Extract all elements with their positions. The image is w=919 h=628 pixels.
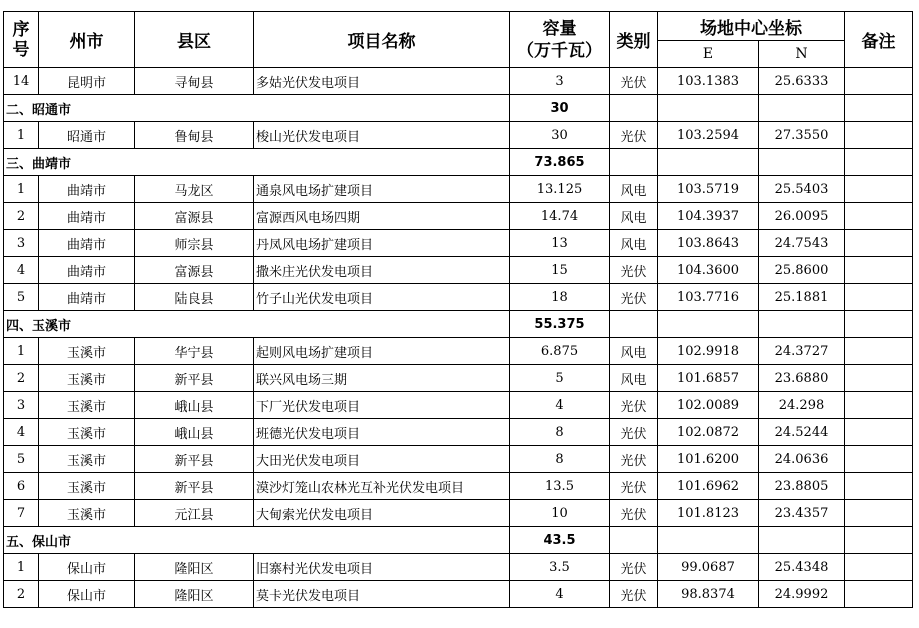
table-row (4, 284, 913, 311)
row-note (845, 203, 913, 230)
row-longitude: 103.5719 (658, 176, 759, 203)
section-e-cell (658, 149, 759, 176)
row-seq: 3 (4, 392, 39, 419)
table-row (4, 419, 913, 446)
table-row (4, 338, 913, 365)
row-seq: 1 (4, 554, 39, 581)
table-row (4, 176, 913, 203)
table-row (4, 500, 913, 527)
row-note (845, 419, 913, 446)
row-capacity: 8 (510, 446, 610, 473)
row-prefecture: 昆明市 (39, 68, 135, 95)
row-latitude: 25.1881 (759, 284, 845, 311)
row-county: 新平县 (135, 446, 254, 473)
row-capacity: 14.74 (510, 203, 610, 230)
row-capacity: 4 (510, 581, 610, 608)
row-note (845, 257, 913, 284)
row-type: 风电 (610, 365, 658, 392)
row-project-name: 大田光伏发电项目 (254, 446, 510, 473)
row-note (845, 473, 913, 500)
row-note (845, 446, 913, 473)
row-type: 光伏 (610, 392, 658, 419)
table-row (4, 392, 913, 419)
row-capacity: 5 (510, 365, 610, 392)
row-note (845, 581, 913, 608)
row-county: 隆阳区 (135, 554, 254, 581)
row-prefecture: 保山市 (39, 554, 135, 581)
row-type: 光伏 (610, 257, 658, 284)
row-project-name: 旧寨村光伏发电项目 (254, 554, 510, 581)
row-capacity: 4 (510, 392, 610, 419)
row-prefecture: 曲靖市 (39, 257, 135, 284)
row-type: 光伏 (610, 284, 658, 311)
row-county: 马龙区 (135, 176, 254, 203)
header-seq-label: 序号 (12, 19, 30, 60)
section-type-cell (610, 95, 658, 122)
row-seq: 2 (4, 581, 39, 608)
section-note-cell (845, 311, 913, 338)
section-note-cell (845, 95, 913, 122)
table-row (4, 257, 913, 284)
section-n-cell (759, 527, 845, 554)
row-prefecture: 曲靖市 (39, 203, 135, 230)
row-type: 风电 (610, 176, 658, 203)
row-seq: 2 (4, 365, 39, 392)
section-type-cell (610, 311, 658, 338)
row-type: 光伏 (610, 500, 658, 527)
row-capacity: 3 (510, 68, 610, 95)
row-longitude: 103.7716 (658, 284, 759, 311)
row-latitude: 25.4348 (759, 554, 845, 581)
row-longitude: 98.8374 (658, 581, 759, 608)
row-type: 光伏 (610, 68, 658, 95)
row-seq: 14 (4, 68, 39, 95)
row-project-name: 起则风电场扩建项目 (254, 338, 510, 365)
section-e-cell (658, 527, 759, 554)
row-county: 峨山县 (135, 392, 254, 419)
row-project-name: 通泉风电场扩建项目 (254, 176, 510, 203)
row-latitude: 23.6880 (759, 365, 845, 392)
row-prefecture: 曲靖市 (39, 284, 135, 311)
row-capacity: 30 (510, 122, 610, 149)
row-note (845, 365, 913, 392)
section-n-cell (759, 311, 845, 338)
section-type-cell (610, 527, 658, 554)
table-row (4, 581, 913, 608)
row-project-name: 大甸索光伏发电项目 (254, 500, 510, 527)
table-row (4, 122, 913, 149)
row-project-name: 丹凤风电场扩建项目 (254, 230, 510, 257)
row-county: 元江县 (135, 500, 254, 527)
header-e: E (658, 41, 759, 68)
row-capacity: 6.875 (510, 338, 610, 365)
row-note (845, 338, 913, 365)
row-type: 光伏 (610, 473, 658, 500)
row-note (845, 500, 913, 527)
section-n-cell (759, 149, 845, 176)
row-latitude: 25.5403 (759, 176, 845, 203)
row-seq: 4 (4, 257, 39, 284)
row-latitude: 24.9992 (759, 581, 845, 608)
row-note (845, 68, 913, 95)
row-seq: 6 (4, 473, 39, 500)
row-county: 富源县 (135, 257, 254, 284)
row-capacity: 13.125 (510, 176, 610, 203)
section-note-cell (845, 527, 913, 554)
header-prefecture: 州市 (39, 12, 135, 68)
row-note (845, 392, 913, 419)
row-note (845, 122, 913, 149)
row-county: 陆良县 (135, 284, 254, 311)
row-prefecture: 昭通市 (39, 122, 135, 149)
section-note-cell (845, 149, 913, 176)
row-seq: 7 (4, 500, 39, 527)
row-type: 风电 (610, 230, 658, 257)
table-row (4, 554, 913, 581)
section-n-cell (759, 95, 845, 122)
row-type: 光伏 (610, 122, 658, 149)
row-project-name: 联兴风电场三期 (254, 365, 510, 392)
section-capacity: 73.865 (510, 149, 610, 176)
row-longitude: 102.9918 (658, 338, 759, 365)
row-capacity: 10 (510, 500, 610, 527)
section-row (4, 311, 913, 338)
row-longitude: 101.8123 (658, 500, 759, 527)
table-row (4, 446, 913, 473)
project-table (3, 11, 913, 608)
section-type-cell (610, 149, 658, 176)
row-project-name: 撒米庄光伏发电项目 (254, 257, 510, 284)
row-note (845, 554, 913, 581)
section-capacity: 30 (510, 95, 610, 122)
table-row (4, 365, 913, 392)
row-county: 新平县 (135, 473, 254, 500)
row-capacity: 13.5 (510, 473, 610, 500)
row-longitude: 102.0089 (658, 392, 759, 419)
row-type: 风电 (610, 203, 658, 230)
row-type: 光伏 (610, 581, 658, 608)
row-project-name: 梭山光伏发电项目 (254, 122, 510, 149)
section-title: 五、保山市 (4, 527, 510, 554)
section-title: 三、曲靖市 (4, 149, 510, 176)
row-prefecture: 保山市 (39, 581, 135, 608)
row-county: 峨山县 (135, 419, 254, 446)
row-latitude: 24.0636 (759, 446, 845, 473)
row-longitude: 104.3600 (658, 257, 759, 284)
row-longitude: 103.8643 (658, 230, 759, 257)
section-row (4, 527, 913, 554)
header-capacity: 容量 （万千瓦） (510, 12, 610, 68)
section-title: 二、昭通市 (4, 95, 510, 122)
row-capacity: 18 (510, 284, 610, 311)
header-n: N (759, 41, 845, 68)
section-title: 四、玉溪市 (4, 311, 510, 338)
header-type: 类别 (610, 12, 658, 68)
row-project-name: 漠沙灯笼山农林光互补光伏发电项目 (254, 473, 510, 500)
row-capacity: 8 (510, 419, 610, 446)
row-type: 风电 (610, 338, 658, 365)
row-note (845, 230, 913, 257)
row-seq: 1 (4, 338, 39, 365)
row-prefecture: 玉溪市 (39, 338, 135, 365)
row-type: 光伏 (610, 419, 658, 446)
row-longitude: 102.0872 (658, 419, 759, 446)
table-body (4, 68, 913, 608)
row-county: 寻甸县 (135, 68, 254, 95)
row-prefecture: 玉溪市 (39, 500, 135, 527)
row-seq: 5 (4, 446, 39, 473)
row-seq: 1 (4, 176, 39, 203)
row-type: 光伏 (610, 446, 658, 473)
row-latitude: 25.8600 (759, 257, 845, 284)
row-longitude: 104.3937 (658, 203, 759, 230)
row-capacity: 3.5 (510, 554, 610, 581)
header-county: 县区 (135, 12, 254, 68)
header-seq (4, 12, 39, 68)
section-capacity: 43.5 (510, 527, 610, 554)
row-prefecture: 玉溪市 (39, 446, 135, 473)
header-coordinates: 场地中心坐标 (658, 12, 845, 41)
row-county: 华宁县 (135, 338, 254, 365)
section-row (4, 95, 913, 122)
row-capacity: 13 (510, 230, 610, 257)
row-latitude: 27.3550 (759, 122, 845, 149)
row-longitude: 99.0687 (658, 554, 759, 581)
row-project-name: 多姑光伏发电项目 (254, 68, 510, 95)
row-seq: 4 (4, 419, 39, 446)
row-latitude: 24.298 (759, 392, 845, 419)
row-latitude: 24.7543 (759, 230, 845, 257)
row-note (845, 284, 913, 311)
row-prefecture: 玉溪市 (39, 392, 135, 419)
row-note (845, 176, 913, 203)
row-latitude: 26.0095 (759, 203, 845, 230)
row-capacity: 15 (510, 257, 610, 284)
row-seq: 5 (4, 284, 39, 311)
row-longitude: 101.6857 (658, 365, 759, 392)
row-county: 鲁甸县 (135, 122, 254, 149)
row-prefecture: 曲靖市 (39, 176, 135, 203)
row-project-name: 竹子山光伏发电项目 (254, 284, 510, 311)
row-project-name: 班德光伏发电项目 (254, 419, 510, 446)
row-latitude: 24.5244 (759, 419, 845, 446)
row-prefecture: 玉溪市 (39, 473, 135, 500)
table-row (4, 473, 913, 500)
row-prefecture: 玉溪市 (39, 365, 135, 392)
row-latitude: 25.6333 (759, 68, 845, 95)
section-row (4, 149, 913, 176)
row-longitude: 101.6962 (658, 473, 759, 500)
row-type: 光伏 (610, 554, 658, 581)
row-latitude: 23.4357 (759, 500, 845, 527)
header-project-name: 项目名称 (254, 12, 510, 68)
table-row (4, 203, 913, 230)
row-county: 隆阳区 (135, 581, 254, 608)
row-county: 新平县 (135, 365, 254, 392)
row-project-name: 莫卡光伏发电项目 (254, 581, 510, 608)
row-seq: 3 (4, 230, 39, 257)
header-note: 备注 (845, 12, 913, 68)
row-seq: 1 (4, 122, 39, 149)
row-latitude: 23.8805 (759, 473, 845, 500)
section-e-cell (658, 311, 759, 338)
row-longitude: 103.1383 (658, 68, 759, 95)
row-longitude: 103.2594 (658, 122, 759, 149)
section-e-cell (658, 95, 759, 122)
table-row (4, 230, 913, 257)
section-capacity: 55.375 (510, 311, 610, 338)
row-prefecture: 曲靖市 (39, 230, 135, 257)
row-prefecture: 玉溪市 (39, 419, 135, 446)
row-seq: 2 (4, 203, 39, 230)
row-latitude: 24.3727 (759, 338, 845, 365)
row-longitude: 101.6200 (658, 446, 759, 473)
row-county: 富源县 (135, 203, 254, 230)
row-project-name: 富源西风电场四期 (254, 203, 510, 230)
table-row (4, 68, 913, 95)
row-county: 师宗县 (135, 230, 254, 257)
row-project-name: 下厂光伏发电项目 (254, 392, 510, 419)
